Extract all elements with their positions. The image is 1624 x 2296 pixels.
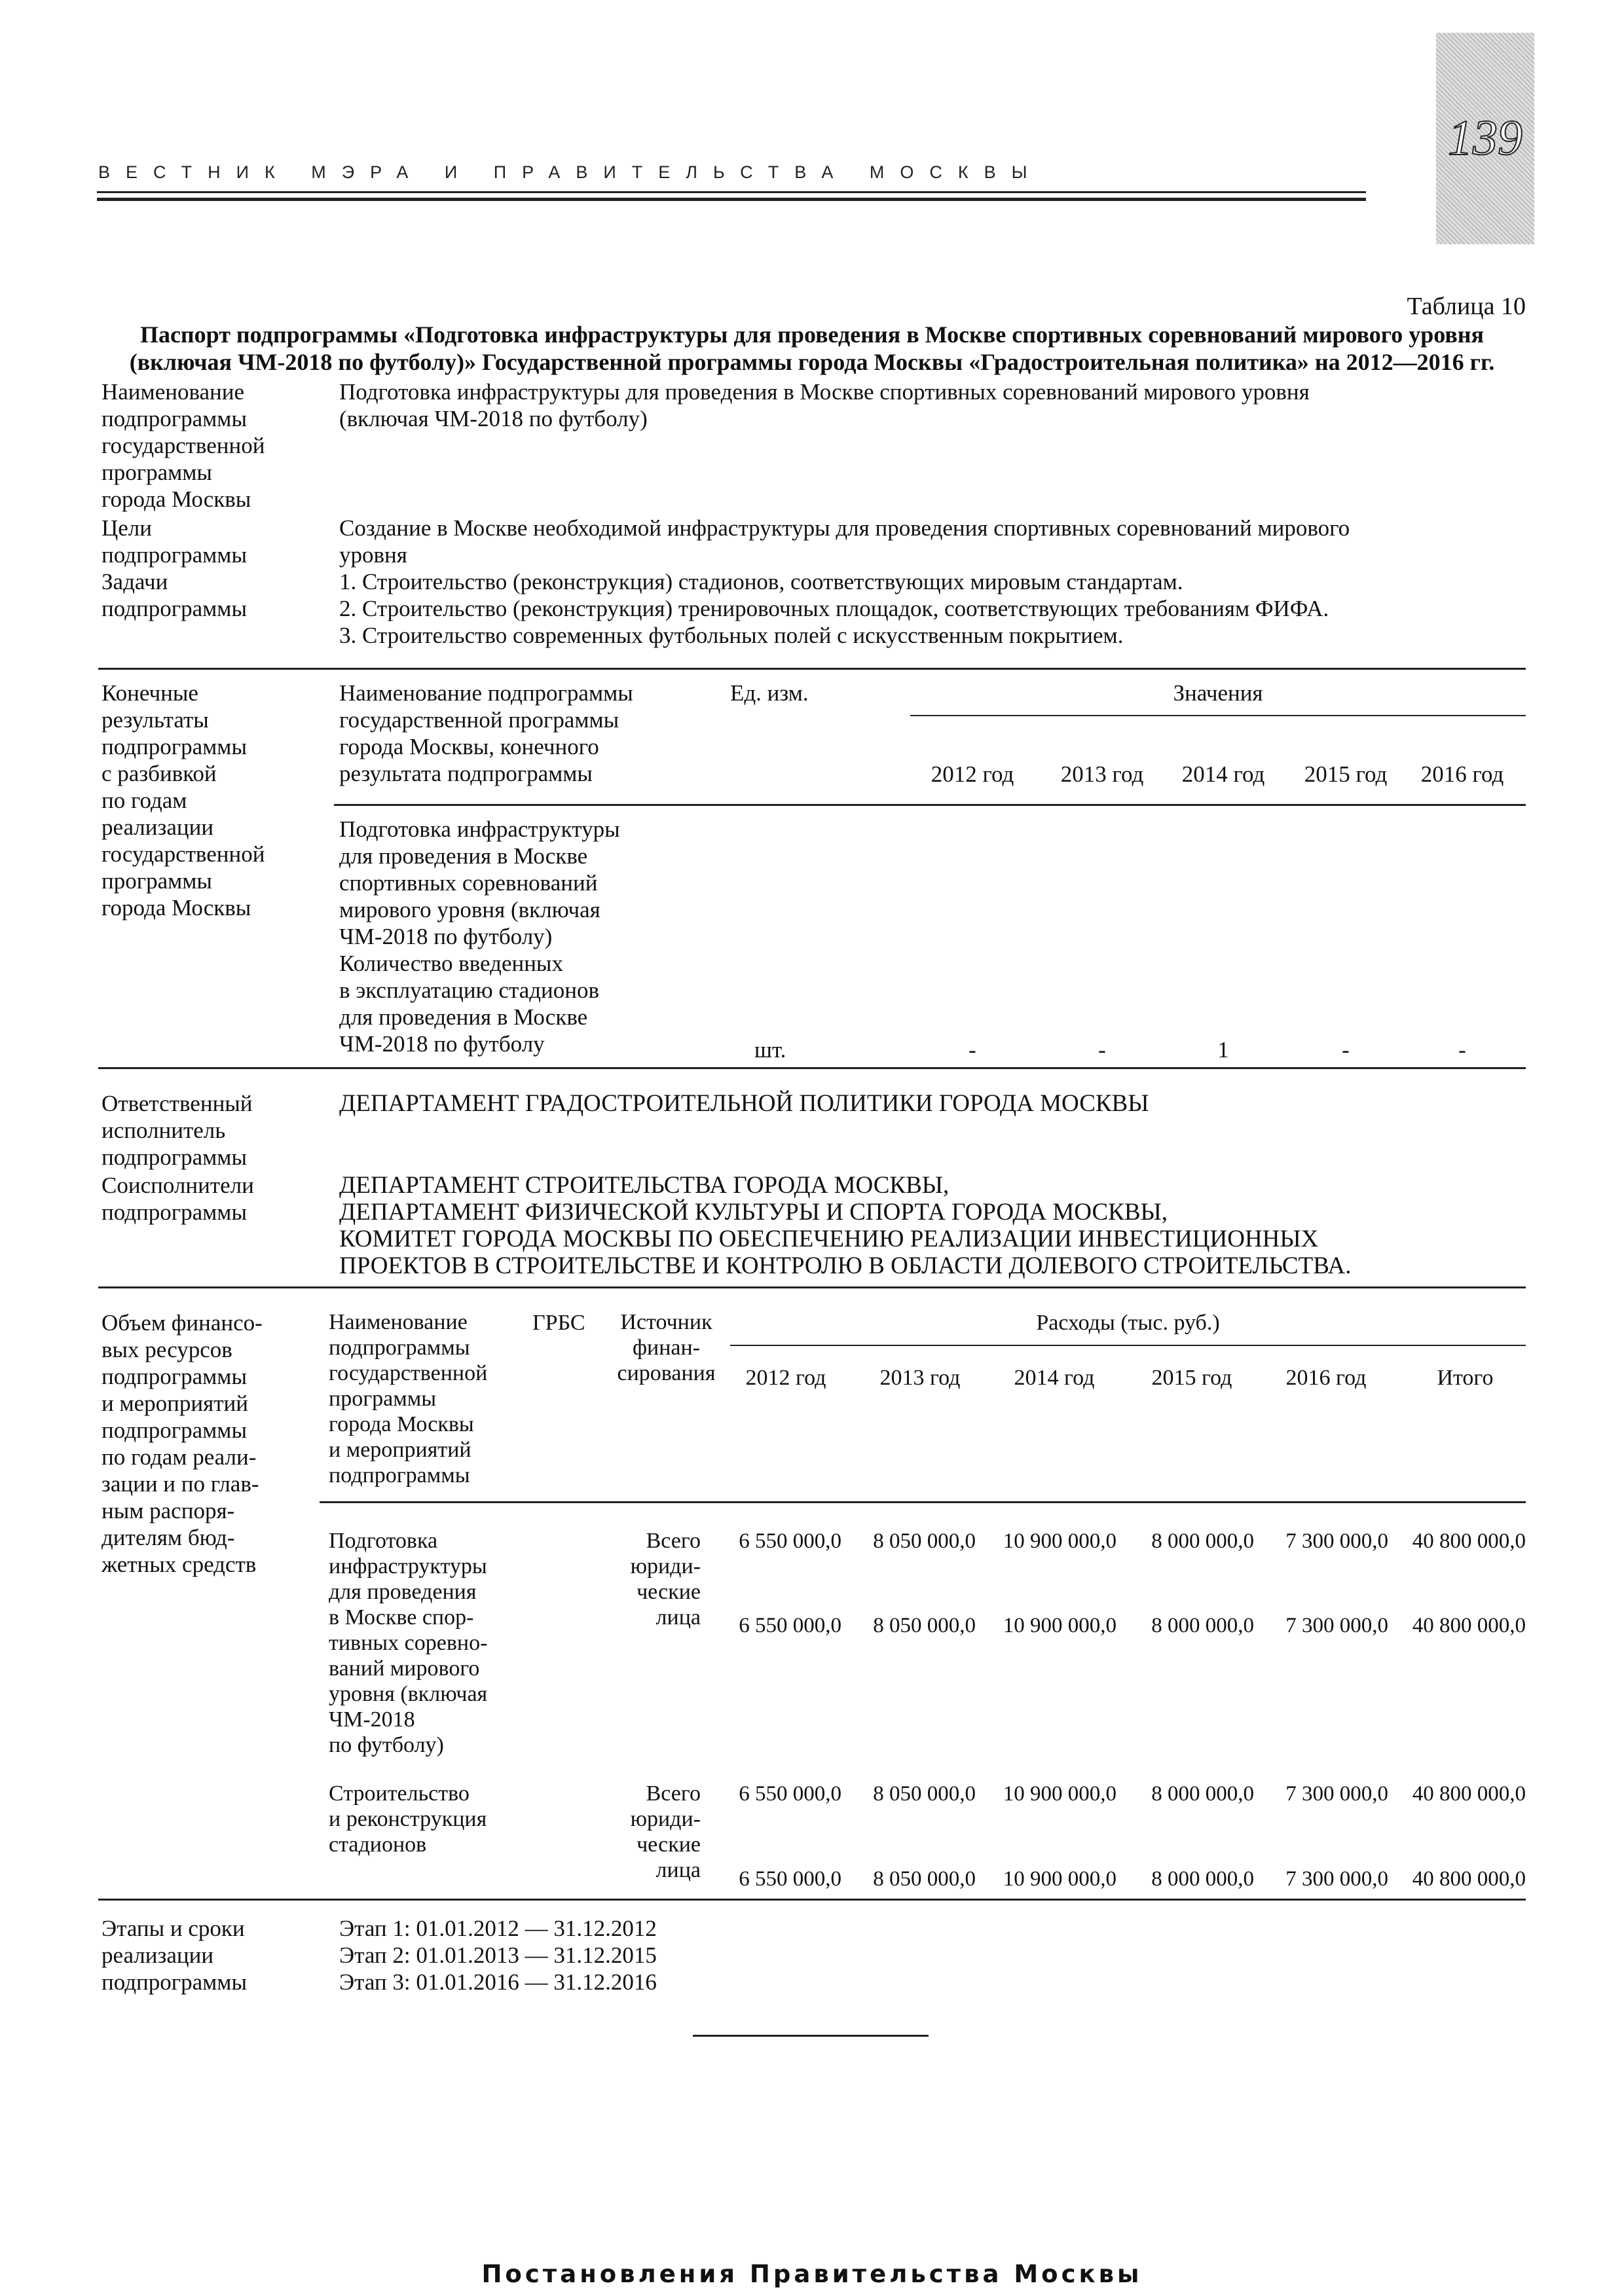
stage-item: Этап 3: 01.01.2016 — 31.12.2016 [339,1969,657,1995]
section-divider [98,668,1526,670]
page-number: 139 [1448,111,1522,166]
end-rule [693,2035,929,2037]
results-col-unit: Ед. изм. [730,680,809,706]
finance-col-source: Источник финан- сирования [617,1310,716,1385]
results-label: Конечные результаты подпрограммы с разбивкой по годам реализации государственной программы города Москвы [101,680,265,920]
results-value: - [969,1037,976,1063]
finance-value-cell: 6 550 000,0 [739,1867,841,1891]
finance-value-cell: 7 300 000,0 [1285,1867,1388,1891]
finance-value-cell: 8 000 000,0 [1151,1529,1254,1553]
finance-value-cell: 10 900 000,0 [1003,1782,1116,1806]
finance-value-cell: 8 050 000,0 [873,1867,976,1891]
results-value: - [1342,1037,1350,1063]
page-number-badge [1436,33,1534,244]
section-divider [98,1286,1526,1288]
coexecutors-label: Соисполнители подпрограммы [101,1173,254,1225]
table-label: Таблица 10 [1407,293,1526,320]
finance-value-cell: 7 300 000,0 [1285,1614,1388,1637]
results-row-name: Подготовка инфраструктуры для проведения в Москве спортивных соревнований мирового уровня (включая ЧМ-2018 по футболу) Количество введенных в эксплуатацию стадионов для проведения в Москве ЧМ-2018 по футболу [339,816,620,1057]
goals-label: Цели подпрограммы [101,515,247,568]
finance-row2-name: Строительство и реконструкция стадионов [329,1781,487,1857]
finance-value-cell: 10 900 000,0 [1003,1867,1116,1891]
section-divider [98,1067,1526,1069]
finance-value-cell: 10 900 000,0 [1003,1614,1116,1637]
results-col-values: Значения [1173,680,1263,706]
results-row-unit: шт. [754,1037,786,1063]
coexecutors-value: ДЕПАРТАМЕНТ СТРОИТЕЛЬСТВА ГОРОДА МОСКВЫ, ДЕПАРТАМЕНТ ФИЗИЧЕСКОЙ КУЛЬТУРЫ И СПОРТА ГОРОДА МОСКВЫ, КОМИТЕТ ГОРОДА МОСКВЫ ПО ОБЕСПЕЧЕНИЮ РЕАЛИЗАЦИИ ИНВЕСТИЦИОННЫХ ПРОЕКТОВ В СТРОИТЕЛЬСТВЕ И КОНТРОЛЮ В ОБЛАСТИ ДОЛЕВОГО СТРОИТЕЛЬСТВА. [339,1172,1352,1279]
results-year: 2015 год [1304,761,1388,787]
finance-header-rule [320,1501,1526,1503]
results-value: - [1098,1037,1106,1063]
responsible-label: Ответственный исполнитель подпрограммы [101,1091,253,1170]
tasks-label: Задачи подпрограммы [101,569,247,621]
finance-year: 2013 год [879,1366,961,1390]
task-item: 1. Строительство (реконструкция) стадионов, соответствующих мировым стандартам. [339,569,1183,594]
results-year: 2016 год [1420,761,1504,787]
finance-value-cell: 8 000 000,0 [1151,1614,1254,1637]
responsible-value: ДЕПАРТАМЕНТ ГРАДОСТРОИТЕЛЬНОЙ ПОЛИТИКИ ГОРОДА МОСКВЫ [339,1090,1149,1117]
finance-year: Итого [1437,1366,1494,1390]
finance-row2-source: Всего юриди- ческие лица [630,1781,701,1882]
finance-value-cell: 7 300 000,0 [1285,1529,1388,1553]
header-rule-thick [97,198,1366,201]
results-year: 2013 год [1060,761,1144,787]
name-label: Наименование подпрограммы государственной программы города Москвы [101,379,265,512]
expenses-subrule [730,1345,1526,1346]
finance-value-cell: 6 550 000,0 [739,1614,841,1637]
finance-year: 2012 год [745,1366,826,1390]
stages-list [339,1915,657,1995]
finance-year: 2016 год [1285,1366,1367,1390]
footer-title: Постановления Правительства Москвы [481,2260,1143,2288]
stage-item: Этап 1: 01.01.2012 — 31.12.2012 [339,1916,657,1941]
finance-value-cell: 40 800 000,0 [1412,1529,1526,1553]
finance-col-grbs: ГРБС [532,1311,585,1335]
finance-value-cell: 8 050 000,0 [873,1614,976,1637]
stage-item: Этап 2: 01.01.2013 — 31.12.2015 [339,1942,657,1968]
finance-value-cell: 8 050 000,0 [873,1529,976,1553]
journal-title: ВЕСТНИК МЭРА И ПРАВИТЕЛЬСТВА МОСКВЫ [98,162,1043,182]
results-header-rule [334,804,1526,806]
finance-value-cell: 8 000 000,0 [1151,1782,1254,1806]
header-rule [97,191,1366,193]
finance-value-cell: 7 300 000,0 [1285,1782,1388,1806]
task-item: 2. Строительство (реконструкция) тренировочных площадок, соответствующих требованиям ФИФА. [339,596,1329,621]
name-value: Подготовка инфраструктуры для проведения в Москве спортивных соревнований мирового уровня (включая ЧМ-2018 по футболу) [339,379,1310,431]
finance-value-cell: 40 800 000,0 [1412,1867,1526,1891]
results-year: 2014 год [1181,761,1265,787]
finance-row1-name: Подготовка инфраструктуры для проведения в Москве спор- тивных соревно- ваний мирового уровня (включая ЧМ-2018 по футболу) [329,1529,488,1757]
finance-label: Объем финансо- вых ресурсов подпрограммы и мероприятий подпрограммы по годам реали- зации и по глав- ным распоря- дителям бюд- жетных средств [101,1310,263,1577]
finance-value-cell: 40 800 000,0 [1412,1782,1526,1806]
finance-col-expenses: Расходы (тыс. руб.) [1036,1311,1220,1335]
finance-value-cell: 6 550 000,0 [739,1529,841,1553]
finance-year: 2015 год [1151,1366,1232,1390]
finance-col-name: Наименование подпрограммы государственной программы города Москвы и мероприятий подпрограммы [329,1310,488,1487]
results-value: 1 [1217,1037,1229,1063]
table-heading: Паспорт подпрограммы «Подготовка инфраструктуры для проведения в Москве спортивных соревнований мирового уровня (включая ЧМ-2018 по футболу)» Государственной программы города Москвы «Градостроительная политика» на 2012—2016 гг. [129,321,1495,375]
section-divider [98,1899,1526,1901]
results-year: 2012 год [931,761,1014,787]
stages-label: Этапы и сроки реализации подпрограммы [101,1916,247,1995]
tasks-list [339,568,1329,649]
finance-value-cell: 8 000 000,0 [1151,1867,1254,1891]
finance-value-cell: 6 550 000,0 [739,1782,841,1806]
finance-year: 2014 год [1014,1366,1095,1390]
goals-value: Создание в Москве необходимой инфраструктуры для проведения спортивных соревнований мирового уровня [339,515,1350,568]
results-col-name: Наименование подпрограммы государственной программы города Москвы, конечного результата подпрограммы [339,680,633,786]
finance-value-cell: 40 800 000,0 [1412,1614,1526,1637]
finance-value-cell: 8 050 000,0 [873,1782,976,1806]
finance-value-cell: 10 900 000,0 [1003,1529,1116,1553]
task-item: 3. Строительство современных футбольных полей с искусственным покрытием. [339,623,1124,648]
finance-row1-source: Всего юриди- ческие лица [630,1529,701,1630]
values-subrule [910,715,1526,716]
results-value: - [1458,1037,1466,1063]
